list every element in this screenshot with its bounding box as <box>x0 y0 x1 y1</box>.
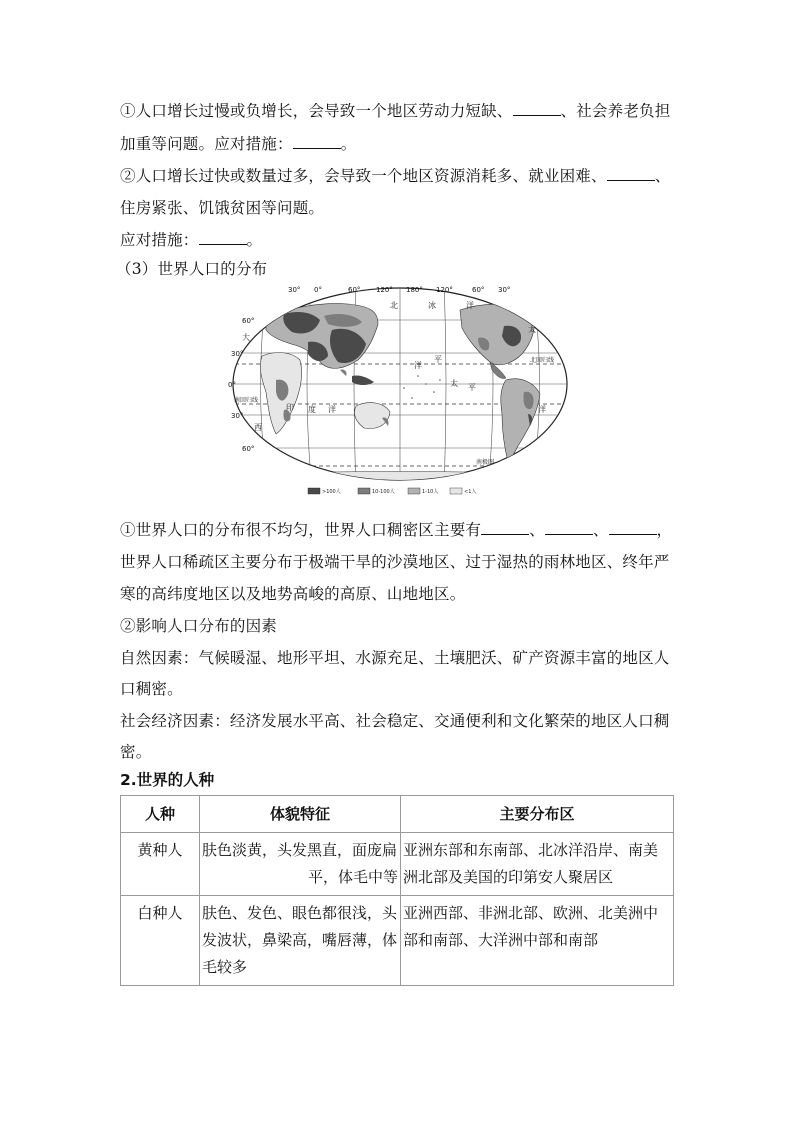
svg-text:印: 印 <box>286 403 294 412</box>
svg-text:南回归线: 南回归线 <box>234 397 259 404</box>
svg-text:120°: 120° <box>376 286 393 294</box>
svg-text:180°: 180° <box>406 286 423 294</box>
para3-line5: 自然因素：气候暖湿、地形平坦、水源充足、土壤肥沃、矿产资源丰富的地区人 <box>120 649 670 667</box>
race-region <box>401 833 674 896</box>
answer-blank <box>607 166 655 181</box>
header-region: 主要分布区 <box>401 796 674 833</box>
para2-line2: 住房紧张、饥饿贫困等问题。 <box>120 199 325 217</box>
svg-text:洋: 洋 <box>538 405 546 414</box>
svg-text:30°: 30° <box>231 350 244 358</box>
world-population-map <box>228 280 572 502</box>
svg-text:10-100人: 10-100人 <box>372 489 395 495</box>
features-line: 肤色、发色、眼色都很浅，头 <box>202 904 398 922</box>
para3-line8: 密。 <box>120 743 152 761</box>
table-row <box>121 833 674 896</box>
features-line: 毛较多 <box>202 958 248 976</box>
features-line: 平，体毛中等 <box>307 868 398 886</box>
header-features: 体貌特征 <box>200 796 401 833</box>
svg-text:洋: 洋 <box>414 361 422 370</box>
answer-blank <box>609 520 657 535</box>
svg-text:0°: 0° <box>228 381 236 389</box>
svg-text:西: 西 <box>254 423 262 432</box>
region-line: 部和南部、大洋洲中部和南部 <box>403 931 599 949</box>
region-line: 亚洲西部、非洲北部、欧洲、北美洲中 <box>403 904 659 922</box>
svg-text:平: 平 <box>434 355 442 364</box>
para3-line2: 世界人口稀疏区主要分布于极端干旱的沙漠地区、过于湿热的雨林地区、终年严 <box>120 553 670 571</box>
svg-text:30°: 30° <box>498 286 511 294</box>
svg-text:太: 太 <box>528 325 536 334</box>
para2-text-d: 。 <box>246 231 263 249</box>
svg-text:<1人: <1人 <box>464 489 477 495</box>
race-features <box>200 896 401 986</box>
para1-line2 <box>120 134 356 154</box>
region-line: 亚洲东部和东南部、北冰洋沿岸、南美 <box>403 841 659 859</box>
svg-text:60°: 60° <box>242 445 255 453</box>
svg-text:南极圈: 南极圈 <box>476 459 495 466</box>
svg-text:0°: 0° <box>314 286 322 294</box>
svg-text:30°: 30° <box>288 286 301 294</box>
race-table <box>120 795 674 986</box>
para1-text-a: ①人口增长过慢或负增长，会导致一个地区劳动力短缺、 <box>120 102 513 120</box>
svg-text:北: 北 <box>390 301 398 310</box>
para2-line3 <box>120 230 262 250</box>
race-name: 白种人 <box>121 896 200 986</box>
answer-blank <box>481 520 529 535</box>
para2-text-b: 、 <box>654 167 671 185</box>
map-content <box>228 280 572 502</box>
svg-text:冰: 冰 <box>428 301 436 310</box>
table-row <box>121 896 674 986</box>
svg-text:60°: 60° <box>348 286 361 294</box>
svg-text:太: 太 <box>450 379 458 388</box>
header-race: 人种 <box>121 796 200 833</box>
para2-text-c: 应对措施： <box>120 231 199 249</box>
para1-text-d: 。 <box>340 135 357 153</box>
svg-text:1-10人: 1-10人 <box>422 489 439 495</box>
para3-line6: 口稠密。 <box>120 680 183 698</box>
answer-blank <box>199 230 247 245</box>
para3-text-a: ①世界人口的分布很不均匀，世界人口稠密区主要有 <box>120 521 482 539</box>
race-region <box>401 896 674 986</box>
svg-text:洋: 洋 <box>466 301 474 310</box>
para3-line4: ②影响人口分布的因素 <box>120 617 278 635</box>
svg-text:大: 大 <box>242 333 250 342</box>
race-features <box>200 833 401 896</box>
section2-title: 2.世界的人种 <box>120 771 215 789</box>
svg-text:洋: 洋 <box>328 405 336 414</box>
answer-blank <box>513 101 561 116</box>
para3-line1 <box>120 520 672 540</box>
svg-text:>100人: >100人 <box>322 489 341 495</box>
race-name: 黄种人 <box>121 833 200 896</box>
map-legend <box>308 488 476 495</box>
para1-line1 <box>120 101 670 121</box>
para3-text-c: 、 <box>592 521 609 539</box>
svg-text:度: 度 <box>308 405 316 414</box>
svg-text:30°: 30° <box>231 412 244 420</box>
features-line: 肤色淡黄，头发黑直，面庞扁 <box>202 841 398 859</box>
para3-line3: 寒的高纬度地区以及地势高峻的高原、山地地区。 <box>120 585 466 603</box>
region-line: 洲北部及美国的印第安人聚居区 <box>403 868 614 886</box>
svg-text:平: 平 <box>468 383 476 392</box>
svg-text:北回归线: 北回归线 <box>530 357 555 364</box>
para3-text-d: ， <box>656 521 673 539</box>
para1-text-b: 、社会养老负担 <box>560 102 671 120</box>
para1-text-c: 加重等问题。应对措施： <box>120 135 293 153</box>
section3-title: （3）世界人口的分布 <box>116 260 268 278</box>
table-header-row <box>121 796 674 833</box>
answer-blank <box>545 520 593 535</box>
features-line: 发波状，鼻梁高，嘴唇薄，体 <box>202 931 398 949</box>
map-svg <box>228 280 572 502</box>
svg-text:120°: 120° <box>436 286 453 294</box>
para2-text-a: ②人口增长过快或数量过多，会导致一个地区资源消耗多、就业困难、 <box>120 167 607 185</box>
answer-blank <box>293 134 341 149</box>
svg-text:60°: 60° <box>242 317 255 325</box>
para2-line1 <box>120 166 670 186</box>
svg-text:60°: 60° <box>472 286 485 294</box>
para3-line7: 社会经济因素：经济发展水平高、社会稳定、交通便利和文化繁荣的地区人口稠 <box>120 712 670 730</box>
para3-text-b: 、 <box>529 521 545 539</box>
